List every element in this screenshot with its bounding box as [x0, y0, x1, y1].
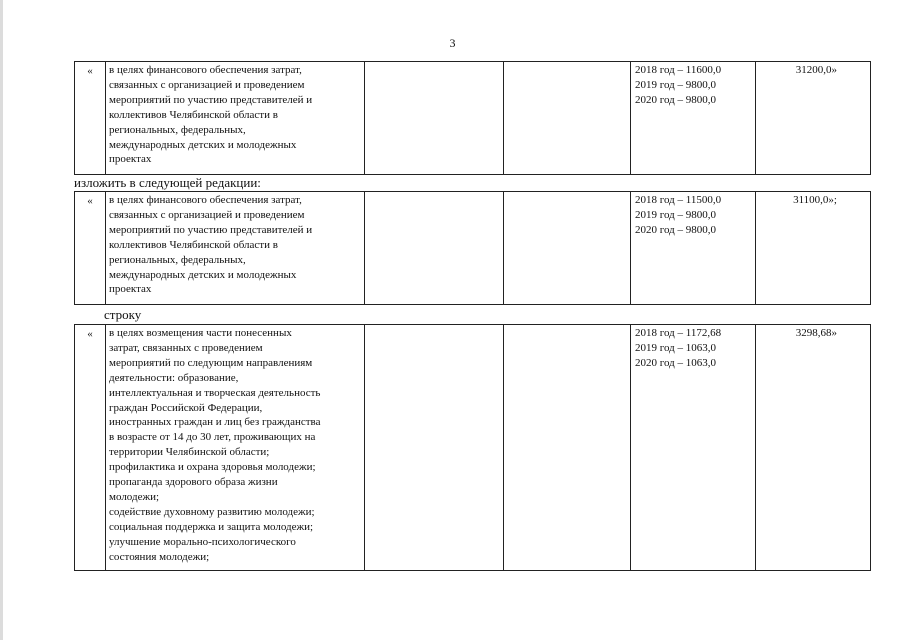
row-table — [74, 324, 871, 571]
description-line: проектах — [109, 153, 152, 166]
open-quote: « — [75, 62, 106, 175]
description-text — [106, 325, 364, 565]
description-line: в целях финансового обеспечения затрат, — [109, 194, 302, 206]
years-cell — [631, 62, 756, 175]
year-value: 2020 год – 1063,0 — [635, 356, 717, 369]
description-line: международных детских и молодежных — [109, 268, 297, 281]
description-line: международных детских и молодежных — [109, 138, 297, 151]
description-line: мероприятий по следующим направлениям — [109, 356, 313, 369]
total-value: 31200,0» — [795, 64, 837, 76]
table-row — [75, 192, 871, 305]
description-line: мероприятий по участию представителей и — [109, 93, 313, 106]
description-line: содействие духовному развитию молодежи; — [109, 505, 315, 518]
description-line: в целях финансового обеспечения затрат, — [109, 64, 302, 76]
year-value: 2019 год – 9800,0 — [635, 78, 717, 91]
total-cell — [756, 62, 871, 175]
year-value: 2018 год – 11600,0 — [635, 64, 722, 76]
total-value: 3298,68» — [795, 327, 837, 339]
open-quote: « — [75, 325, 106, 571]
description-line: граждан Российской Федерации, — [109, 401, 263, 414]
description-line: затрат, связанных с проведением — [109, 341, 263, 354]
description-line: региональных, федеральных, — [109, 123, 246, 136]
description-line: связанных с организацией и проведением — [109, 78, 305, 91]
description-line: территории Челябинской области; — [109, 446, 270, 459]
description-line: молодежи; — [109, 490, 160, 503]
description-cell — [106, 62, 365, 175]
empty-cell — [504, 325, 631, 571]
year-value: 2018 год – 11500,0 — [635, 194, 722, 206]
description-line: иностранных граждан и лиц без гражданства — [109, 416, 321, 429]
description-line: коллективов Челябинской области в — [109, 108, 278, 121]
old-row-table — [74, 61, 871, 175]
year-value: 2018 год – 1172,68 — [635, 327, 722, 339]
empty-cell — [365, 62, 504, 175]
open-quote: « — [75, 192, 106, 305]
year-value: 2020 год – 9800,0 — [635, 93, 717, 106]
description-line: в целях возмещения части понесенных — [109, 327, 292, 339]
description-line: интеллектуальная и творческая деятельность — [109, 386, 321, 399]
description-cell — [106, 192, 365, 305]
description-line: региональных, федеральных, — [109, 253, 246, 266]
empty-cell — [365, 325, 504, 571]
description-line: пропаганда здорового образа жизни — [109, 476, 278, 489]
description-line: мероприятий по участию представителей и — [109, 223, 313, 236]
description-line: социальная поддержка и защита молодежи; — [109, 520, 314, 533]
empty-cell — [365, 192, 504, 305]
empty-cell — [504, 62, 631, 175]
page-number: 3 — [449, 36, 456, 50]
table-row — [75, 62, 871, 175]
description-line: в возрасте от 14 до 30 лет, проживающих на — [109, 431, 316, 444]
description-text — [106, 192, 364, 297]
year-value: 2019 год – 9800,0 — [635, 208, 717, 221]
description-line: улучшение морально-психологического — [109, 535, 296, 548]
description-line: профилактика и охрана здоровья молодежи; — [109, 461, 316, 474]
new-row-table — [74, 191, 871, 305]
empty-cell — [504, 192, 631, 305]
scan-edge — [0, 0, 3, 640]
description-line: коллективов Челябинской области в — [109, 238, 278, 251]
year-value: 2020 год – 9800,0 — [635, 223, 717, 236]
description-line: связанных с организацией и проведением — [109, 208, 305, 221]
years-cell — [631, 192, 756, 305]
caption-replace: изложить в следующей редакции: — [74, 175, 261, 190]
year-value: 2019 год – 1063,0 — [635, 341, 717, 354]
table-row — [75, 325, 871, 571]
description-line: деятельности: образование, — [109, 371, 239, 384]
caption-row: строку — [104, 307, 142, 322]
description-cell — [106, 325, 365, 571]
description-line: проектах — [109, 283, 152, 296]
total-cell — [756, 192, 871, 305]
description-line: состояния молодежи; — [109, 550, 210, 563]
years-cell — [631, 325, 756, 571]
total-value: 31100,0»; — [793, 194, 837, 206]
description-text — [106, 62, 364, 167]
total-cell — [756, 325, 871, 571]
